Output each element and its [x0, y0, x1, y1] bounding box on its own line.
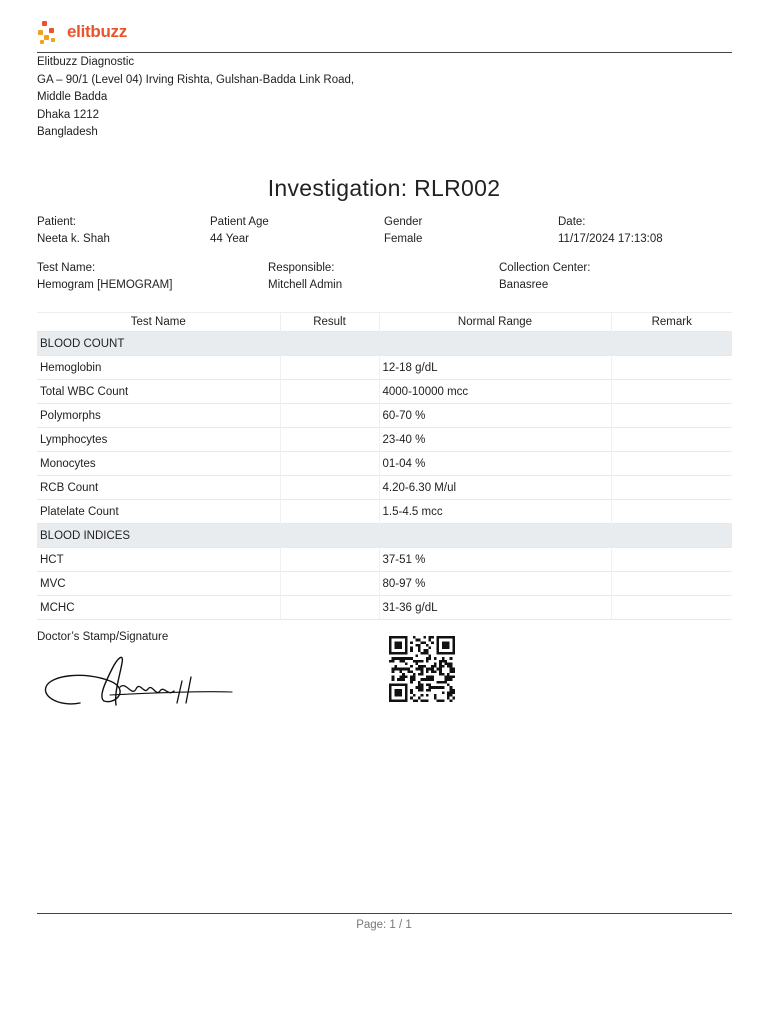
collection-center-value: Banasree [499, 279, 549, 291]
table-row [37, 500, 732, 524]
remark-cell [611, 500, 732, 524]
result-cell [280, 500, 379, 524]
table-row [37, 452, 732, 476]
table-row [37, 428, 732, 452]
range-cell: 37-51 % [379, 548, 611, 572]
date-block [558, 214, 663, 248]
section-row [37, 524, 732, 548]
gender-value: Female [384, 233, 423, 245]
result-cell [280, 548, 379, 572]
test-name-cell: Total WBC Count [37, 380, 280, 404]
footer-divider [37, 913, 732, 914]
patient-label: Patient: [37, 216, 76, 228]
collection-center-label: Collection Center: [499, 262, 591, 274]
patient-name-block [37, 214, 110, 248]
test-name-cell: Platelate Count [37, 500, 280, 524]
logo-text: elitbuzz [67, 22, 127, 41]
remark-cell [611, 476, 732, 500]
result-cell [280, 452, 379, 476]
company-address [37, 54, 354, 142]
gender-label: Gender [384, 216, 423, 228]
table-row [37, 356, 732, 380]
remark-cell [611, 428, 732, 452]
doctor-signature [40, 645, 240, 715]
result-cell [280, 428, 379, 452]
address-line: Middle Badda [37, 91, 108, 104]
responsible-block [268, 260, 342, 294]
results-table [37, 312, 732, 620]
date-value: 11/17/2024 17:13:08 [558, 233, 663, 245]
remark-cell [611, 572, 732, 596]
address-line: Dhaka 1212 [37, 108, 100, 121]
range-cell: 01-04 % [379, 452, 611, 476]
section-row [37, 332, 732, 356]
address-line: Elitbuzz Diagnostic [37, 56, 135, 68]
address-line: Bangladesh [37, 126, 98, 139]
test-name-cell: Lymphocytes [37, 428, 280, 452]
result-cell [280, 380, 379, 404]
remark-cell [611, 404, 732, 428]
patient-value: Neeta k. Shah [37, 233, 110, 245]
test-name-cell: Polymorphs [37, 404, 280, 428]
age-value: 44 Year [210, 233, 250, 245]
age-label: Patient Age [210, 216, 269, 228]
test-name-cell: Hemoglobin [37, 356, 280, 380]
result-cell [280, 572, 379, 596]
table-row [37, 476, 732, 500]
test-name-label: Test Name: [37, 262, 96, 274]
range-cell: 60-70 % [379, 404, 611, 428]
remark-cell [611, 356, 732, 380]
responsible-value: Mitchell Admin [268, 279, 343, 291]
test-name-cell: RCB Count [37, 476, 280, 500]
result-cell [280, 476, 379, 500]
range-cell: 4000-10000 mcc [379, 380, 611, 404]
test-name-cell: HCT [37, 548, 280, 572]
result-cell [280, 404, 379, 428]
company-logo [37, 12, 732, 52]
test-name-block [37, 260, 172, 294]
responsible-label: Responsible: [268, 262, 335, 274]
range-cell: 31-36 g/dL [379, 596, 611, 620]
remark-cell [611, 452, 732, 476]
range-cell: 23-40 % [379, 428, 611, 452]
table-row [37, 596, 732, 620]
remark-cell [611, 596, 732, 620]
collection-center-block [499, 260, 590, 294]
test-name-cell: MVC [37, 572, 280, 596]
test-name-value: Hemogram [HEMOGRAM] [37, 279, 173, 291]
section-title: BLOOD INDICES [37, 524, 732, 548]
header-remark: Remark [611, 313, 732, 332]
header-divider [37, 52, 732, 53]
table-row [37, 380, 732, 404]
result-cell [280, 356, 379, 380]
page-title: Investigation: RLR002 [267, 175, 501, 201]
table-row [37, 572, 732, 596]
table-row [37, 548, 732, 572]
signature-label: Doctor’s Stamp/Signature [37, 631, 169, 643]
patient-age-block [210, 214, 269, 248]
page-header [37, 12, 732, 52]
header-normal-range: Normal Range [379, 313, 611, 332]
test-name-cell: Monocytes [37, 452, 280, 476]
table-header-row [37, 313, 732, 332]
section-title: BLOOD COUNT [37, 332, 732, 356]
range-cell: 12-18 g/dL [379, 356, 611, 380]
remark-cell [611, 380, 732, 404]
header-test-name: Test Name [37, 313, 280, 332]
logo-dots-icon [37, 19, 65, 45]
date-label: Date: [558, 216, 586, 228]
header-result: Result [280, 313, 379, 332]
range-cell: 4.20-6.30 M/ul [379, 476, 611, 500]
address-line: GA – 90/1 (Level 04) Irving Rishta, Gulshan-Badda Link Road, [37, 73, 355, 86]
range-cell: 1.5-4.5 mcc [379, 500, 611, 524]
range-cell: 80-97 % [379, 572, 611, 596]
qr-code [388, 636, 456, 702]
page-number: Page: 1 / 1 [356, 919, 412, 931]
remark-cell [611, 548, 732, 572]
test-name-cell: MCHC [37, 596, 280, 620]
result-cell [280, 596, 379, 620]
table-row [37, 404, 732, 428]
gender-block [384, 214, 422, 248]
